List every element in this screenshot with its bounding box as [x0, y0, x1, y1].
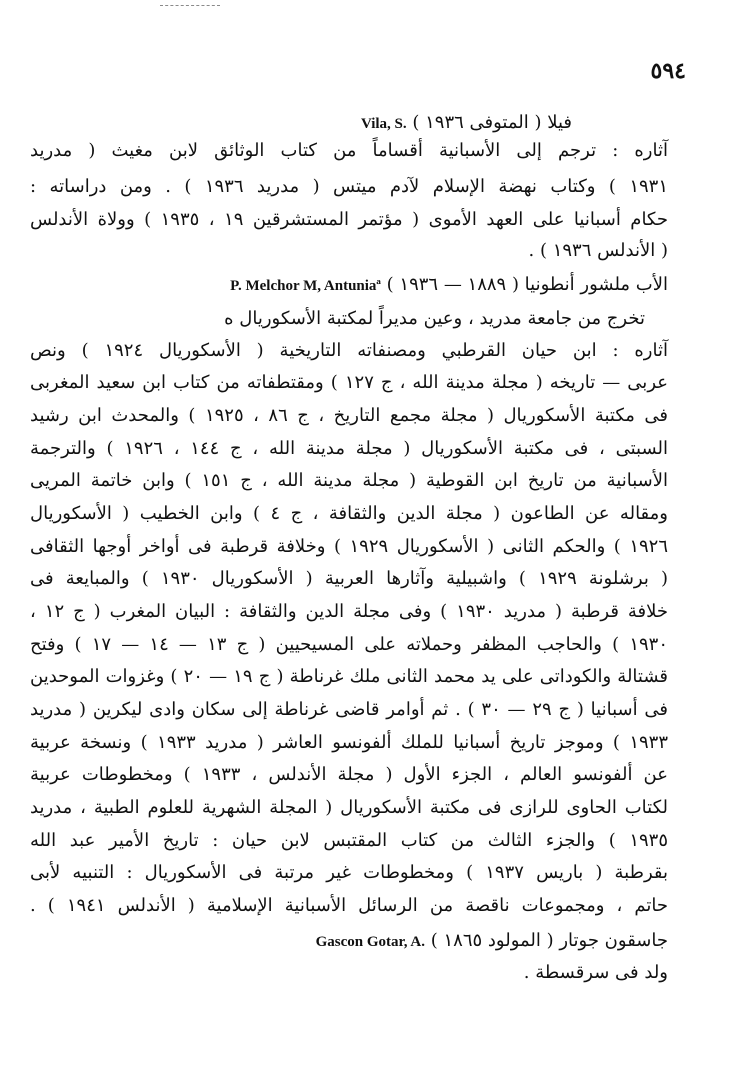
entry-heading: [230, 272, 668, 299]
entry-line: ١٩٣٠ ) والحاجب المظفر وحملاته على المسيحيين ( ج ١٣ — ١٤ — ١٧ ) وفتح: [30, 634, 668, 655]
entry-line: آثاره : ابن حيان القرطبي ومصنفاته التاريخية ( الأسكوريال ١٩٢٤ ) ونص: [30, 340, 668, 361]
entry-line: قشتالة والكوداتى على يد محمد الثانى ملك غرناطة ( ج ١٩ — ٢٠ ) وغزوات الموحدين: [30, 666, 669, 687]
entry-line: ( برشلونة ١٩٢٩ ) واشبيلية وآثارها العربية ( الأسكوريال ١٩٣٠ ) والمبايعة فى: [30, 568, 668, 589]
entry-heading-arabic: جاسقون جوتار ( المولود ١٨٦٥ ): [430, 930, 668, 951]
entry-line: حاتم ، ومجموعات ناقصة من الرسائل الأسبانية الإسلامية ( الأندلس ١٩٤١ ) .: [30, 895, 668, 916]
entry-heading: [361, 110, 572, 137]
entry-line: ولد فى سرقسطة .: [523, 962, 668, 983]
entry-heading-arabic: الأب ملشور أنطونيا ( ١٨٨٩ — ١٩٣٦ ): [386, 274, 668, 295]
entry-line: حكام أسبانيا على العهد الأموى ( مؤتمر المستشرقين ١٩ ، ١٩٣٥ ) وولاة الأندلس: [30, 209, 668, 230]
entry-line: تخرج من جامعة مدريد ، وعين مديراً لمكتبة الأسكوريال ه: [224, 308, 645, 329]
entry-line: بقرطبة ( باريس ١٩٣٧ ) ومخطوطات غير مرتبة فى الأسكوريال : التنبيه لأبى: [30, 862, 668, 883]
entry-heading: [316, 928, 668, 955]
entry-line: السبتى ، فى مكتبة الأسكوريال ( مجلة مدينة الله ، ج ١٤٤ ، ١٩٢٦ ) والترجمة: [30, 438, 668, 459]
entry-line: خلافة قرطبة ( مدريد ١٩٣٠ ) وفى مجلة الدين والثقافة : البيان المغرب ( ج ١٢ ،: [30, 601, 669, 622]
entry-heading-latin: P. Melchor M, Antuniaª: [230, 278, 381, 294]
entry-line: ١٩٢٦ ) والحكم الثانى ( الأسكوريال ١٩٢٩ ) وخلافة قرطبة فى أواخر أوجها الثقافى: [30, 536, 668, 557]
entry-line: ١٩٣٣ ) وموجز تاريخ أسبانيا للملك ألفونسو العاشر ( مدريد ١٩٣٣ ) ونسخة عربية: [30, 732, 669, 753]
entry-heading-arabic: فيلا ( المتوفى ١٩٣٦ ): [412, 112, 572, 133]
top-rule: [160, 5, 220, 6]
entry-line: ١٩٣١ ) وكتاب نهضة الإسلام لآدم ميتس ( مدريد ١٩٣٦ ) . ومن دراساته :: [30, 176, 668, 197]
entry-line: عربى — تاريخه ( مجلة مدينة الله ، ج ١٢٧ ) ومقتطفاته من كتاب ابن سعيد المغربى: [30, 372, 668, 393]
entry-heading-latin: Vila, S.: [360, 116, 407, 132]
entry-line: آثاره : ترجم إلى الأسبانية أقساماً من كتاب الوثائق لابن مغيث ( مدريد: [30, 140, 668, 161]
entry-line: ( الأندلس ١٩٣٦ ) .: [528, 240, 668, 261]
entry-line: فى أسبانيا ( ج ٢٩ — ٣٠ ) . ثم أوامر قاضى غرناطة إلى سكان وادى ليكرين ( مدريد: [30, 699, 668, 720]
page-number: ٥٩٤: [650, 58, 686, 84]
entry-heading-latin: Gascon Gotar, A.: [315, 934, 426, 950]
entry-line: لكتاب الحاوى للرازى فى مكتبة الأسكوريال ( المجلة الشهرية للعلوم الطبية ، مدريد: [30, 797, 668, 818]
entry-line: الأسبانية من تاريخ ابن القوطية ( مجلة مدينة الله ، ج ١٥١ ) وابن خاتمة المريى: [30, 470, 669, 491]
entry-line: ومقاله عن الطاعون ( مجلة الدين والثقافة ، ج ٤ ) وابن الخطيب ( الأسكوريال: [30, 503, 668, 524]
entry-line: ١٩٣٥ ) والجزء الثالث من كتاب المقتبس لابن حيان : تاريخ الأمير عبد الله: [30, 830, 668, 851]
entry-line: فى مكتبة الأسكوريال ( مجلة مجمع التاريخ ، ج ٨٦ ، ١٩٢٥ ) والمحدث ابن رشيد: [30, 405, 669, 426]
entry-line: عن ألفونسو العالم ، الجزء الأول ( مجلة الأندلس ، ١٩٣٣ ) ومخطوطات عربية: [30, 764, 668, 785]
